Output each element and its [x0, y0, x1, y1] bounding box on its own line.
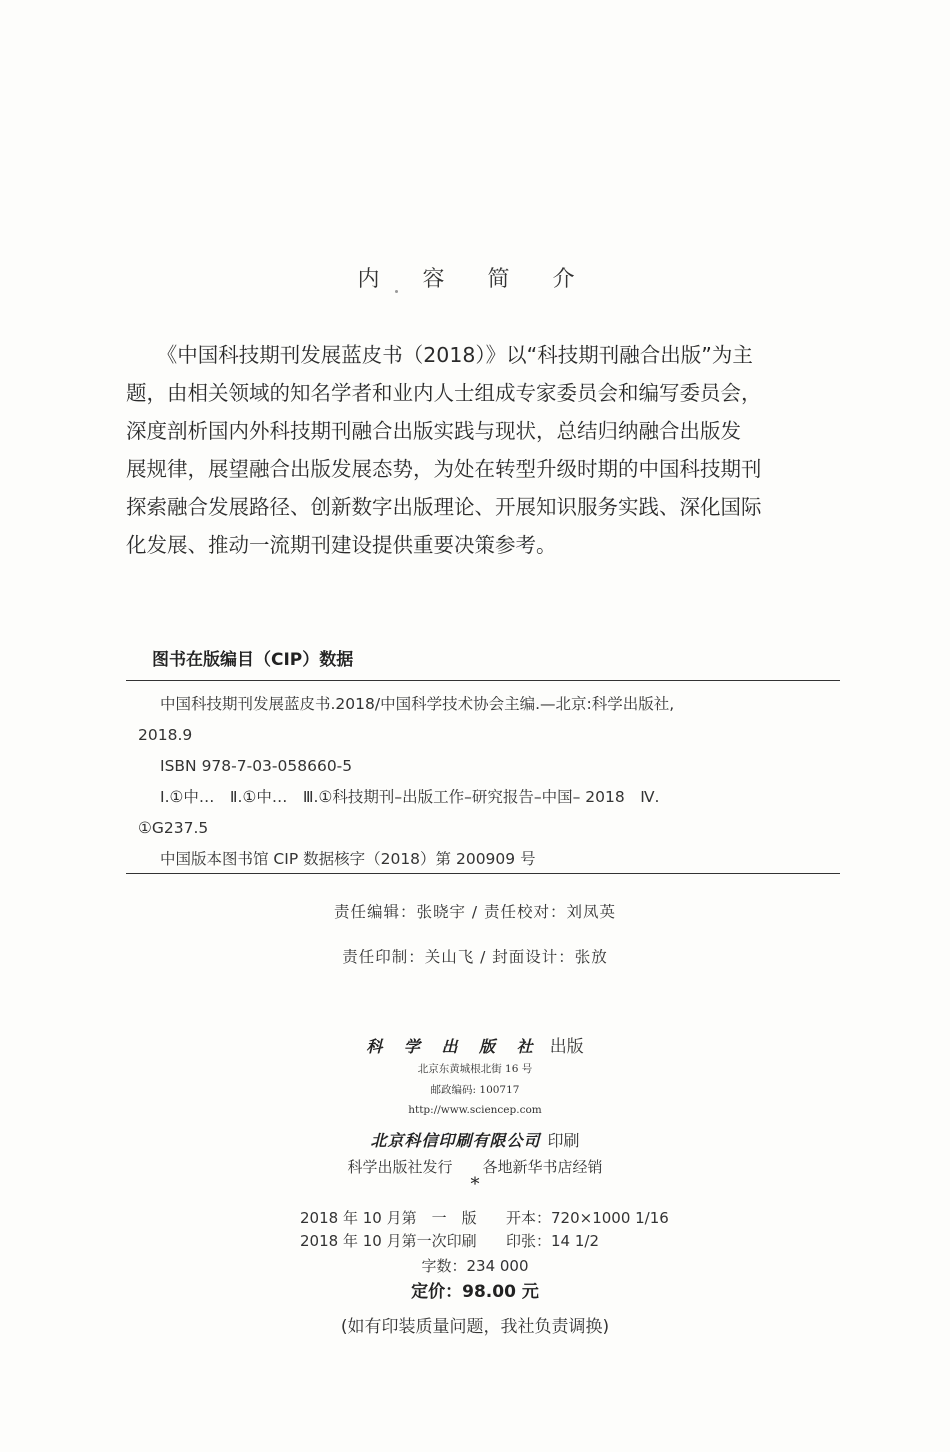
cip-classification-cont: ①G237.5 [138, 819, 209, 837]
word-count: 字数：234 000 [421, 1257, 529, 1275]
abstract [126, 336, 842, 564]
abstract-line: 深度剖析国内外科技期刊融合出版实践与现状，总结归纳融合出版发 [126, 419, 741, 443]
cip-top-rule [126, 680, 840, 681]
publisher-name: 科 学 出 版 社 [366, 1037, 541, 1056]
printed-sheets: 印张：14 1/2 [506, 1232, 599, 1250]
printer-line [0, 1128, 950, 1151]
abstract-line: 化发展、推动一流期刊建设提供重要决策参考。 [126, 533, 557, 557]
edition-date: 2018 年 10 月第 一 版 [300, 1209, 477, 1227]
publisher-postcode: 邮政编码: 100717 [430, 1084, 520, 1096]
section-heading: 内 容 简 介 [357, 267, 593, 292]
editor-credits: 责任编辑：张晓宇 / 责任校对：刘凤英 [333, 903, 617, 921]
cip-classification: Ⅰ.①中… Ⅱ.①中… Ⅲ.①科技期刊–出版工作–研究报告–中国– 2018 Ⅳ. [160, 788, 660, 806]
printer-name: 北京科信印刷有限公司 [370, 1131, 541, 1150]
printing-date: 2018 年 10 月第一次印刷 [300, 1232, 477, 1250]
cip-title: 图书在版编目（CIP）数据 [152, 650, 354, 670]
abstract-line: 《中国科技期刊发展蓝皮书（2018）》以“科技期刊融合出版”为主 [126, 343, 753, 367]
publisher-url: http://www.sciencep.com [408, 1104, 542, 1116]
cip-isbn: ISBN 978-7-03-058660-5 [160, 757, 353, 775]
printer-suffix: 印刷 [547, 1131, 580, 1150]
publisher-line [0, 1032, 950, 1057]
publisher-address: 北京东黄城根北街 16 号 [417, 1063, 533, 1075]
abstract-line: 探索融合发展路径、创新数字出版理论、开展知识服务实践、深化国际 [126, 495, 762, 519]
cip-main-entry-cont: 2018.9 [138, 726, 193, 744]
abstract-line: 题，由相关领域的知名学者和业内人士组成专家委员会和编写委员会， [126, 381, 762, 405]
format-size: 开本：720×1000 1/16 [506, 1209, 669, 1227]
price: 定价：98.00 元 [411, 1282, 539, 1302]
cip-verification: 中国版本图书馆 CIP 数据核字（2018）第 200909 号 [160, 850, 536, 868]
production-credits: 责任印制：关山飞 / 封面设计：张放 [342, 948, 608, 966]
quality-notice: (如有印装质量问题，我社负责调换) [340, 1317, 610, 1337]
cip-bottom-rule [126, 873, 840, 874]
cip-record [138, 690, 838, 876]
distribution-line: 科学出版社发行 各地新华书店经销 [347, 1158, 603, 1176]
abstract-line: 展规律，展望融合出版发展态势，为处在转型升级时期的中国科技期刊 [126, 457, 762, 481]
publisher-suffix: 出版 [549, 1037, 584, 1057]
separator-star: * [470, 1174, 480, 1195]
cip-main-entry: 中国科技期刊发展蓝皮书.2018/中国科学技术协会主编.—北京:科学出版社, [160, 695, 675, 713]
